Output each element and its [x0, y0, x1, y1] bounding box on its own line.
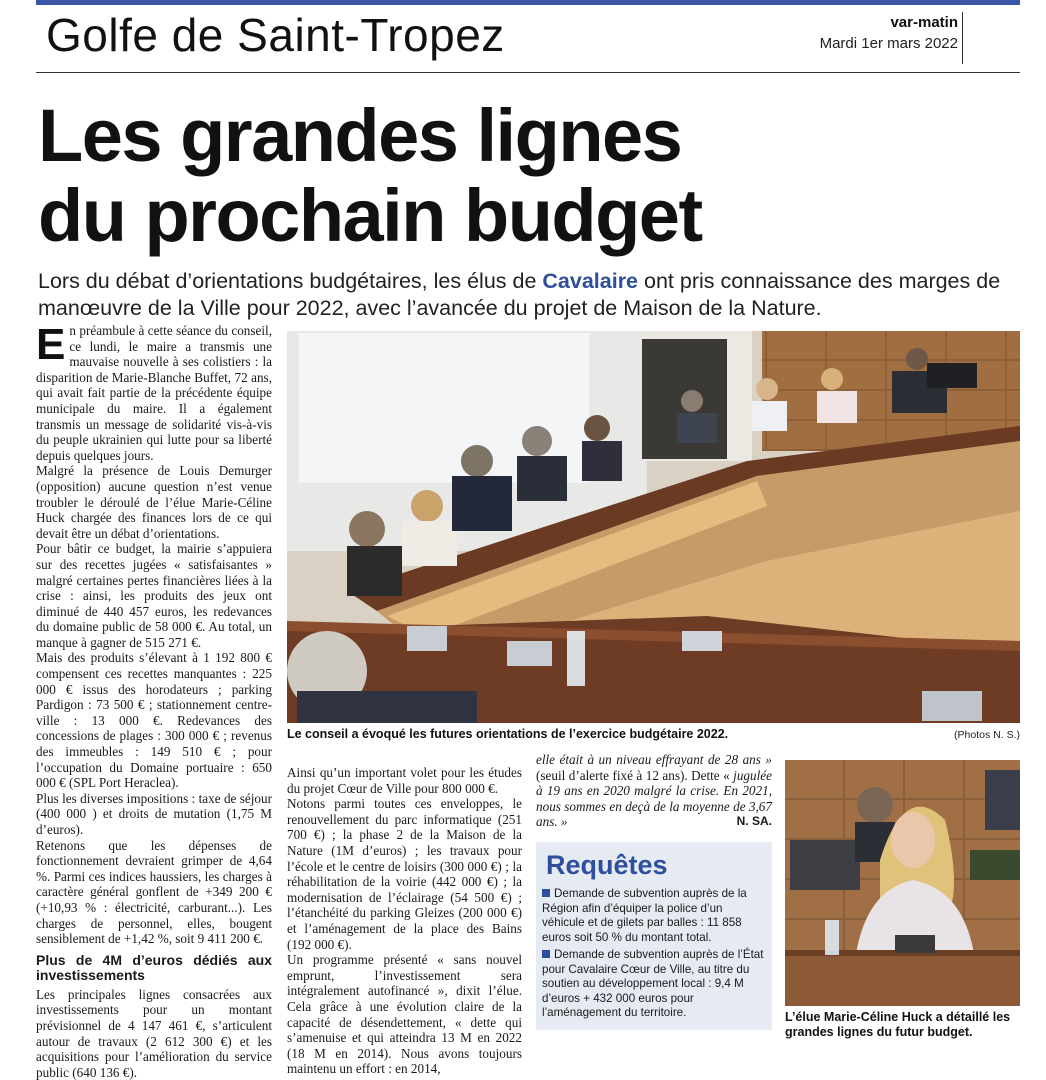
paragraph: Retenons que les dépenses de fonctionnement devraient grimper de 4,64 %. Parmi ces indices haussiers, les charges à caractère général gonflent de +349 200 € (+10,93 % : électricité, carburant...). Les charges de personnel, elles, bougent sensiblement de +1,42 %, soit 9 411 200 €.	[36, 837, 272, 947]
lead-town: Cavalaire	[542, 269, 639, 293]
drop-cap: E	[36, 320, 66, 369]
top-color-bar	[36, 0, 1020, 5]
request-text: Demande de subvention auprès de l’État pour Cavalaire Cœur de Ville, au titre du soutien au développement local : 9,4 M d’euros + 432 000 euros pour l’aménagement du territoire.	[542, 948, 764, 1019]
header-rule	[36, 72, 1020, 73]
councillor-portrait-photo	[785, 760, 1020, 1006]
issue-date: Mardi 1er mars 2022	[819, 35, 958, 52]
councillor-portrait-illustration	[785, 760, 1020, 1006]
lead-text-start: Lors du débat d’orientations budgétaires, les élus de	[38, 269, 543, 293]
paragraph: Mais des produits s’élevant à 1 192 800 € compensent ces recettes manquantes : 225 000 € issus des horodateurs ; parking Pardigon : 73 500 € ; stationnement centre-ville : 13 000 €. Redevances des concessions de plages : 300 000 € ; revenus des immeubles : 149 510 € ; pour l’occupation du Domaine portuaire : 650 000 € (SPL Port Heraclea).	[36, 650, 272, 791]
paragraph: Malgré la présence de Louis Demurger (opposition) aucune question n’est venue troubler le déroulé de l’élue Marie-Céline Huck chargée des finances lors de ce qui devait être un débat d’orientations.	[36, 463, 272, 541]
box-title: Requêtes	[546, 850, 668, 880]
lead-text-end: ont pris connaissance des marges de manœuvre de la Ville pour 2022, avec l’avancée du projet de Maison de la Nature.	[38, 269, 1001, 320]
requests-box	[536, 842, 772, 1030]
bullet-square-icon	[542, 950, 550, 958]
author-signature: N. SA.	[736, 814, 772, 829]
photo-caption: Le conseil a évoqué les futures orientations de l’exercice budgétaire 2022.	[287, 727, 729, 741]
headline-line-2: du prochain budget	[38, 174, 702, 257]
article-headline	[38, 96, 702, 256]
intertitle: Plus de 4M d’euros dédiés aux investissements	[36, 951, 272, 983]
section-title: Golfe de Saint-Tropez	[46, 9, 505, 61]
article-column-3	[536, 752, 772, 830]
photo-credit: (Photos N. S.)	[954, 729, 1020, 741]
headline-line-1: Les grandes lignes	[38, 94, 682, 177]
paragraph: Les principales lignes consacrées aux investissements pour un montant prévisionnel de 4 147 461 €, s’articulent autour de travaux (2 612 300 €) et les acquisitions pour l’amélioration du service public (640 136 €).	[36, 986, 272, 1080]
council-meeting-photo	[287, 331, 1020, 723]
quote-text: jugulée à 19 ans en 2020 malgré la crise. En 2021, nous sommes en deçà de la moyenne de 3,67 ans. »	[536, 767, 772, 830]
council-meeting-illustration	[287, 331, 1020, 723]
masthead	[820, 14, 958, 52]
quote-text: elle était à un niveau effrayant de 28 ans »	[536, 752, 772, 767]
paragraph: n préambule à cette séance du conseil, ce lundi, le maire a transmis une mauvaise nouvelle à ses colistiers : la disparition de Marie-Blanche Buffet, 72 ans, qui avait fait partie de la précédente équipe municipale du maire. Il a également transmis un message de solidarité vis-à-vis du peuple ukrainien qui lutte pour sa liberté depuis quelques jours.	[36, 323, 272, 463]
bullet-square-icon	[542, 889, 550, 897]
paragraph: Pour bâtir ce budget, la mairie s’appuiera sur des recettes jugées « satisfaisantes » malgré certaines pertes financières liées à la crise : ainsi, les produits des jeux ont diminué de 440 457 euros, les redevances du domaine public de 58 000 €. Au total, un manque à gagner de 515 271 €.	[36, 541, 272, 650]
paragraph: Un programme présenté « sans nouvel emprunt, l’investissement sera intégralement autofinancé », dixit l’élue. Cela grâce à une évolution claire de la capacité de désendettement, « dette qui s’amenuise et qui atteindra 13 M en 2022 (18 M en 2014). Nous avons toujours maintenu un effort : en 2014,	[287, 952, 522, 1077]
request-item	[542, 948, 766, 1021]
portrait-caption: L’élue Marie-Céline Huck a détaillé les grandes lignes du futur budget.	[785, 1010, 1011, 1039]
article-column-1	[36, 320, 272, 1080]
masthead-divider	[962, 12, 963, 64]
newspaper-brand: var-matin	[890, 14, 958, 31]
paragraph	[536, 752, 772, 830]
paragraph: Ainsi qu’un important volet pour les études du projet Cœur de Ville pour 800 000 €.	[287, 765, 522, 796]
paragraph-text: (seuil d’alerte fixé à 12 ans). Dette «	[536, 767, 734, 783]
article-column-2	[287, 765, 522, 1077]
paragraph: Notons parmi toutes ces enveloppes, le renouvellement du parc informatique (251 700 €) ; la phase 2 de la Maison de la Nature (1M d’euros) ; les travaux pour l’école et le centre de loisirs (300 000 €) ; la réhabilitation de la voirie (442 000 €) ; la modernisation de l’éclairage (54 500 €) ; l’étanchéité du parking Gleizes (200 000 €) et l’aménagement de la place des Bains (192 000 €).	[287, 796, 522, 952]
paragraph: Plus les diverses impositions : taxe de séjour (400 000 ) et droits de mutation (1,75 M d’euros).	[36, 790, 272, 837]
request-item	[542, 887, 766, 945]
request-text: Demande de subvention auprès de la Région afin d’équiper la police d’un véhicule et de gilets par balles : 11 858 euros soit 50 % du montant total.	[542, 887, 747, 944]
article-lead	[38, 268, 1028, 322]
